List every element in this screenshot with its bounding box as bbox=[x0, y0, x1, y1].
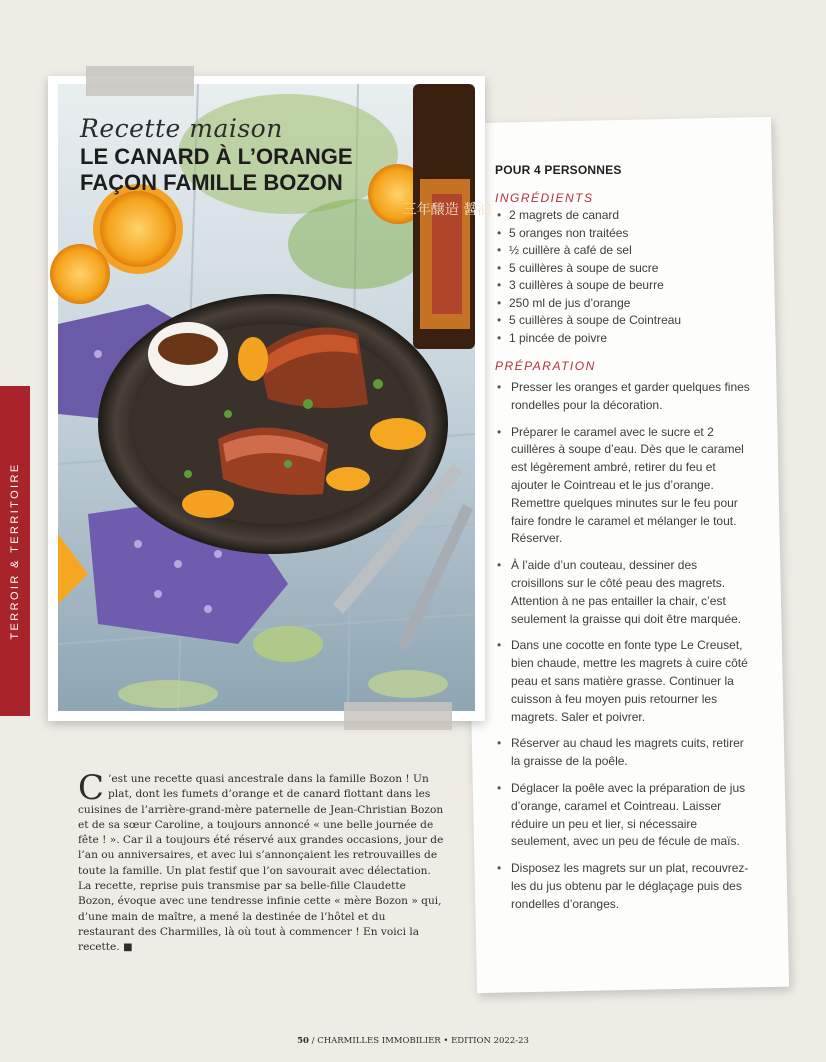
preparation-heading: PRÉPARATION bbox=[495, 359, 596, 373]
main-title-line-1: LE CANARD À L’ORANGE bbox=[80, 144, 353, 169]
ingredients-heading: INGRÉDIENTS bbox=[495, 191, 594, 205]
end-mark-icon: ■ bbox=[123, 942, 133, 954]
script-title: Recette maison bbox=[80, 114, 283, 143]
tape-bottom bbox=[344, 702, 452, 730]
ingredient-item: • ½ cuillère à café de sel bbox=[495, 242, 750, 260]
page-number: 50 bbox=[297, 1036, 309, 1046]
ingredient-item: • 3 cuillères à soupe de beurre bbox=[495, 277, 750, 295]
footer-text: / CHARMILLES IMMOBILIER • EDITION 2022-23 bbox=[311, 1036, 529, 1046]
ingredient-item: • 1 pincée de poivre bbox=[495, 330, 750, 348]
drop-cap: C bbox=[78, 768, 105, 808]
preparation-step: • Déglacer la poêle avec la préparation de jus d’orange, caramel et Cointreau. Laisser réduire un peu et lier, si nécessaire seulement, avec un peu de fécule de maïs. bbox=[495, 780, 750, 851]
title-block bbox=[80, 114, 420, 195]
ingredient-item: • 5 cuillères à soupe de sucre bbox=[495, 260, 750, 278]
page-footer bbox=[0, 1036, 826, 1046]
ingredient-item: • 250 ml de jus d’orange bbox=[495, 295, 750, 313]
preparation-step: • Disposez les magrets sur un plat, recouvrez-les du jus obtenu par le déglaçage puis des rondelles d’oranges. bbox=[495, 860, 750, 913]
servings: POUR 4 PERSONNES bbox=[495, 163, 622, 177]
preparation-step: • À l’aide d’un couteau, dessiner des croisillons sur le côté peau des magrets. Attention à ne pas entailler la chair, c’est seulement la graisse qui doit être marquée. bbox=[495, 557, 750, 628]
preparation-steps bbox=[495, 379, 750, 914]
intro-text: ’est une recette quasi ancestrale dans la famille Bozon ! Un plat, dont les fumets d’orange et de canard flottant dans les cuisines de l’arrière-grand-mère paternelle de Jean-Christian Bozon et de sa sœur Caroline, a toujours annoncé « une belle journée de fête ! ». Car il a toujours été réservé aux grandes occasions, jour de l’an ou anniversaires, et avec lui s’annonçaient les retrouvailles de toute la famille. Un plat festif que l’on savourait avec délectation. La recette, reprise puis transmise par sa belle-fille Claudette Bozon, évoque avec une tendresse infinie cette « mère Bozon » qui, d’une main de maître, a mené la destinée de l’hôtel et du restaurant des Charmilles, là où tout à commencer ! En voici la recette. bbox=[78, 773, 444, 954]
ingredient-item: • 5 cuillères à soupe de Cointreau bbox=[495, 312, 750, 330]
recipe-panel bbox=[495, 163, 750, 923]
preparation-step: • Presser les oranges et garder quelques fines rondelles pour la décoration. bbox=[495, 379, 750, 415]
bottle-label: 三年醸造 醤油 bbox=[402, 202, 492, 218]
ingredient-item: • 2 magrets de canard bbox=[495, 207, 750, 225]
main-title-line-2: FAÇON FAMILLE BOZON bbox=[80, 170, 343, 195]
tape-top bbox=[86, 66, 194, 96]
ingredient-item: • 5 oranges non traitées bbox=[495, 225, 750, 243]
section-side-tab-label: TERROIR & TERRITOIRE bbox=[9, 462, 21, 640]
preparation-step: • Préparer le caramel avec le sucre et 2 cuillères à soupe d’eau. Dès que le caramel est légèrement ambré, retirer du feu et ajouter le Cointreau et le jus d’orange. Remettre quelques minutes sur le feu pour faire fondre le caramel et mélanger le tout. Réserver. bbox=[495, 424, 750, 549]
preparation-step: • Dans une cocotte en fonte type Le Creuset, bien chaude, mettre les magrets à cuire côté peau et sans matière grasse. Continuer la cuisson à feu moyen puis retourner les magrets. Saler et poivrer. bbox=[495, 637, 750, 726]
ingredients-list bbox=[495, 207, 750, 347]
intro-paragraph bbox=[78, 768, 444, 956]
preparation-step: • Réserver au chaud les magrets cuits, retirer la graisse de la poêle. bbox=[495, 735, 750, 771]
